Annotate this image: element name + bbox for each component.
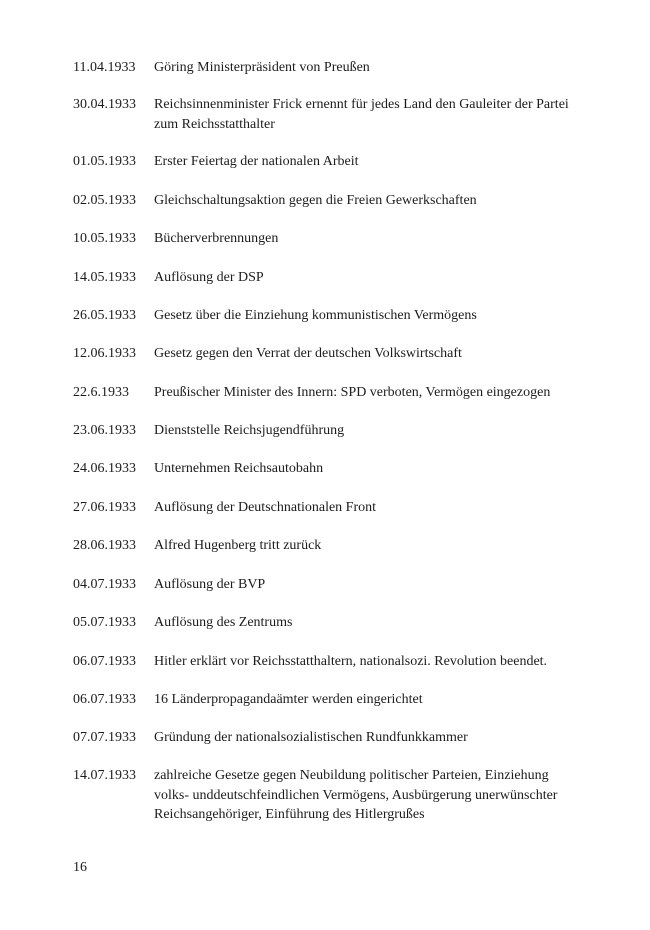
entry-date: 30.04.1933 — [73, 97, 136, 112]
entry-date: 14.05.1933 — [73, 270, 136, 285]
entry-date: 02.05.1933 — [73, 193, 136, 208]
entry-text: Auflösung der BVP — [154, 577, 266, 592]
entry-date: 27.06.1933 — [73, 500, 136, 515]
entry-text: Auflösung des Zentrums — [154, 615, 293, 630]
entry-text: Preußischer Minister des Innern: SPD verboten, Vermögen eingezogen — [154, 385, 551, 400]
entry-date: 11.04.1933 — [73, 60, 136, 75]
entry-text: Hitler erklärt vor Reichsstatthaltern, nationalsozi. Revolution beendet. — [154, 654, 548, 669]
entry-date: 12.06.1933 — [73, 346, 136, 361]
entry-text: Dienststelle Reichsjugendführung — [154, 423, 345, 438]
entry-text: Auflösung der Deutschnationalen Front — [154, 500, 377, 515]
entry-date: 28.06.1933 — [73, 538, 136, 553]
entry-date: 06.07.1933 — [73, 692, 136, 707]
entry-date: 23.06.1933 — [73, 423, 136, 438]
entry-text: Bücherverbrennungen — [154, 231, 279, 246]
entry-date: 07.07.1933 — [73, 730, 136, 745]
entry-date: 04.07.1933 — [73, 577, 136, 592]
entry-text: Göring Ministerpräsident von Preußen — [154, 60, 370, 75]
entry-text: zahlreiche Gesetze gegen Neubildung politischer Parteien, Einziehung volks- unddeutschfeindlichen Vermögens, Ausbürgerung unerwünschter Reichsangehöriger, Einführung des Hitlergrußes — [154, 768, 558, 822]
entry-text: Auflösung der DSP — [154, 270, 264, 285]
entry-date: 06.07.1933 — [73, 654, 136, 669]
entry-text: Gründung der nationalsozialistischen Rundfunkkammer — [154, 730, 468, 745]
entry-date: 05.07.1933 — [73, 615, 136, 630]
entry-date: 24.06.1933 — [73, 461, 136, 476]
entry-text: Alfred Hugenberg tritt zurück — [154, 538, 322, 553]
entry-date: 10.05.1933 — [73, 231, 136, 246]
entry-date: 22.6.1933 — [73, 385, 129, 400]
entry-text: Unternehmen Reichsautobahn — [154, 461, 324, 476]
entry-date: 14.07.1933 — [73, 768, 136, 783]
entry-text: Erster Feiertag der nationalen Arbeit — [154, 154, 359, 169]
entry-date: 26.05.1933 — [73, 308, 136, 323]
entry-text: Gleichschaltungsaktion gegen die Freien Gewerkschaften — [154, 193, 477, 208]
entry-text: Gesetz gegen den Verrat der deutschen Volkswirtschaft — [154, 346, 462, 361]
entry-text: 16 Länderpropagandaämter werden eingerichtet — [154, 692, 423, 707]
entry-text: Gesetz über die Einziehung kommunistischen Vermögens — [154, 308, 477, 323]
entry-date: 01.05.1933 — [73, 154, 136, 169]
entry-text: Reichsinnenminister Frick ernennt für jedes Land den Gauleiter der Partei zum Reichsstatthalter — [154, 97, 569, 132]
page-number: 16 — [73, 860, 87, 875]
